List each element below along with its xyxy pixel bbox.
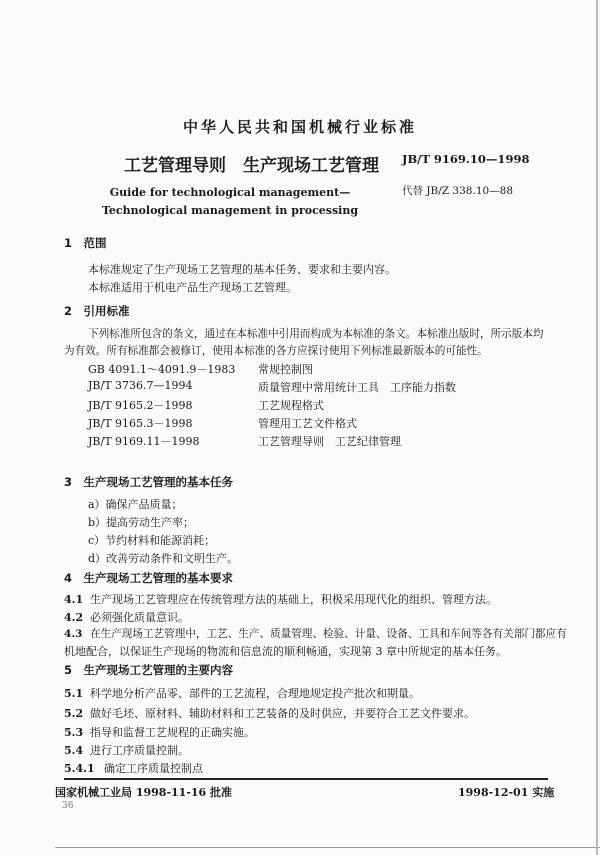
clause: 5.2 做好毛坯、原材料、辅助材料和工艺装备的及时供应，并要符合工艺文件要求。 bbox=[64, 707, 475, 720]
section-2-heading: 2 引用标准 bbox=[64, 304, 130, 318]
reference-name: 工艺管理导则 工艺纪律管理 bbox=[258, 435, 401, 448]
section-3-heading: 3 生产现场工艺管理的基本任务 bbox=[64, 475, 233, 489]
section-1-heading: 1 范围 bbox=[64, 236, 107, 250]
paragraph: 本标准适用于机电产品生产现场工艺管理。 bbox=[88, 281, 297, 294]
section-5-heading: 5 生产现场工艺管理的主要内容 bbox=[64, 663, 233, 677]
reference-code: JB/T 9165.3－1998 bbox=[88, 417, 193, 430]
clause: 4.3 在生产现场工艺管理中，工艺、生产、质量管理、检验、计量、设备、工具和车间等各有关部门都应有 bbox=[64, 628, 567, 640]
list-item: a）确保产品质量； bbox=[88, 498, 183, 511]
footer-divider bbox=[64, 778, 548, 780]
paragraph: 下列标准所包含的条文，通过在本标准中引用而构成为本标准的条文。本标准出版时，所示版本均 bbox=[88, 328, 544, 340]
list-item: b）提高劳动生产率； bbox=[88, 516, 195, 529]
clause: 5.1 科学地分析产品零、部件的工艺流程，合理地规定投产批次和期量。 bbox=[64, 687, 420, 700]
standard-code: JB/T 9169.10—1998 bbox=[402, 152, 530, 166]
english-title-1: Guide for technological management— bbox=[109, 186, 351, 199]
document-title: 工艺管理导则 生产现场工艺管理 bbox=[124, 156, 379, 176]
clause: 5.4 进行工序质量控制。 bbox=[64, 744, 189, 757]
reference-code: JB/T 9165.2－1998 bbox=[88, 399, 193, 412]
paragraph: 本标准规定了生产现场工艺管理的基本任务、要求和主要内容。 bbox=[88, 263, 396, 276]
section-4-heading: 4 生产现场工艺管理的基本要求 bbox=[64, 571, 233, 585]
reference-name: 工艺规程格式 bbox=[258, 399, 324, 412]
list-item: d）改善劳动条件和文明生产。 bbox=[88, 552, 239, 565]
approval-line: 国家机械工业局 1998-11-16 批准 bbox=[55, 786, 233, 799]
reference-code: JB/T 9169.11－1998 bbox=[88, 435, 200, 448]
clause: 4.2 必须强化质量意识。 bbox=[64, 611, 189, 624]
clause: 4.1 生产现场工艺管理应在传统管理方法的基础上，积极采用现代化的组织、管理方法。 bbox=[64, 593, 497, 606]
effective-date: 1998-12-01 实施 bbox=[458, 786, 555, 799]
clause: 5.3 指导和监督工艺规程的正确实施。 bbox=[64, 726, 255, 739]
scan-edge-line bbox=[55, 847, 600, 848]
reference-code: JB/T 3736.7—1994 bbox=[88, 379, 193, 392]
paragraph: 机地配合，以保证生产现场的物流和信息流的顺利畅通，实现第 3 章中所规定的基本任务。 bbox=[64, 645, 507, 658]
reference-code: GB 4091.1～4091.9－1983 bbox=[88, 363, 236, 376]
clause: 5.4.1 确定工序质量控制点 bbox=[64, 762, 203, 775]
reference-name: 质量管理中常用统计工具 工序能力指数 bbox=[258, 381, 456, 394]
replaces-code: 代替 JB/Z 338.10—88 bbox=[402, 185, 514, 197]
reference-name: 管理用工艺文件格式 bbox=[258, 417, 357, 430]
page-number: 36 bbox=[62, 801, 74, 811]
english-title-2: Technological management in processing bbox=[101, 204, 359, 217]
list-item: c）节约材料和能源消耗； bbox=[88, 534, 216, 547]
org-standard-header: 中华人民共和国机械行业标准 bbox=[182, 118, 417, 136]
reference-name: 常规控制图 bbox=[258, 363, 313, 376]
scan-edge bbox=[596, 0, 598, 855]
paragraph: 为有效。所有标准都会被修订，使用本标准的各方应探讨使用下列标准最新版本的可能性。 bbox=[64, 345, 488, 357]
